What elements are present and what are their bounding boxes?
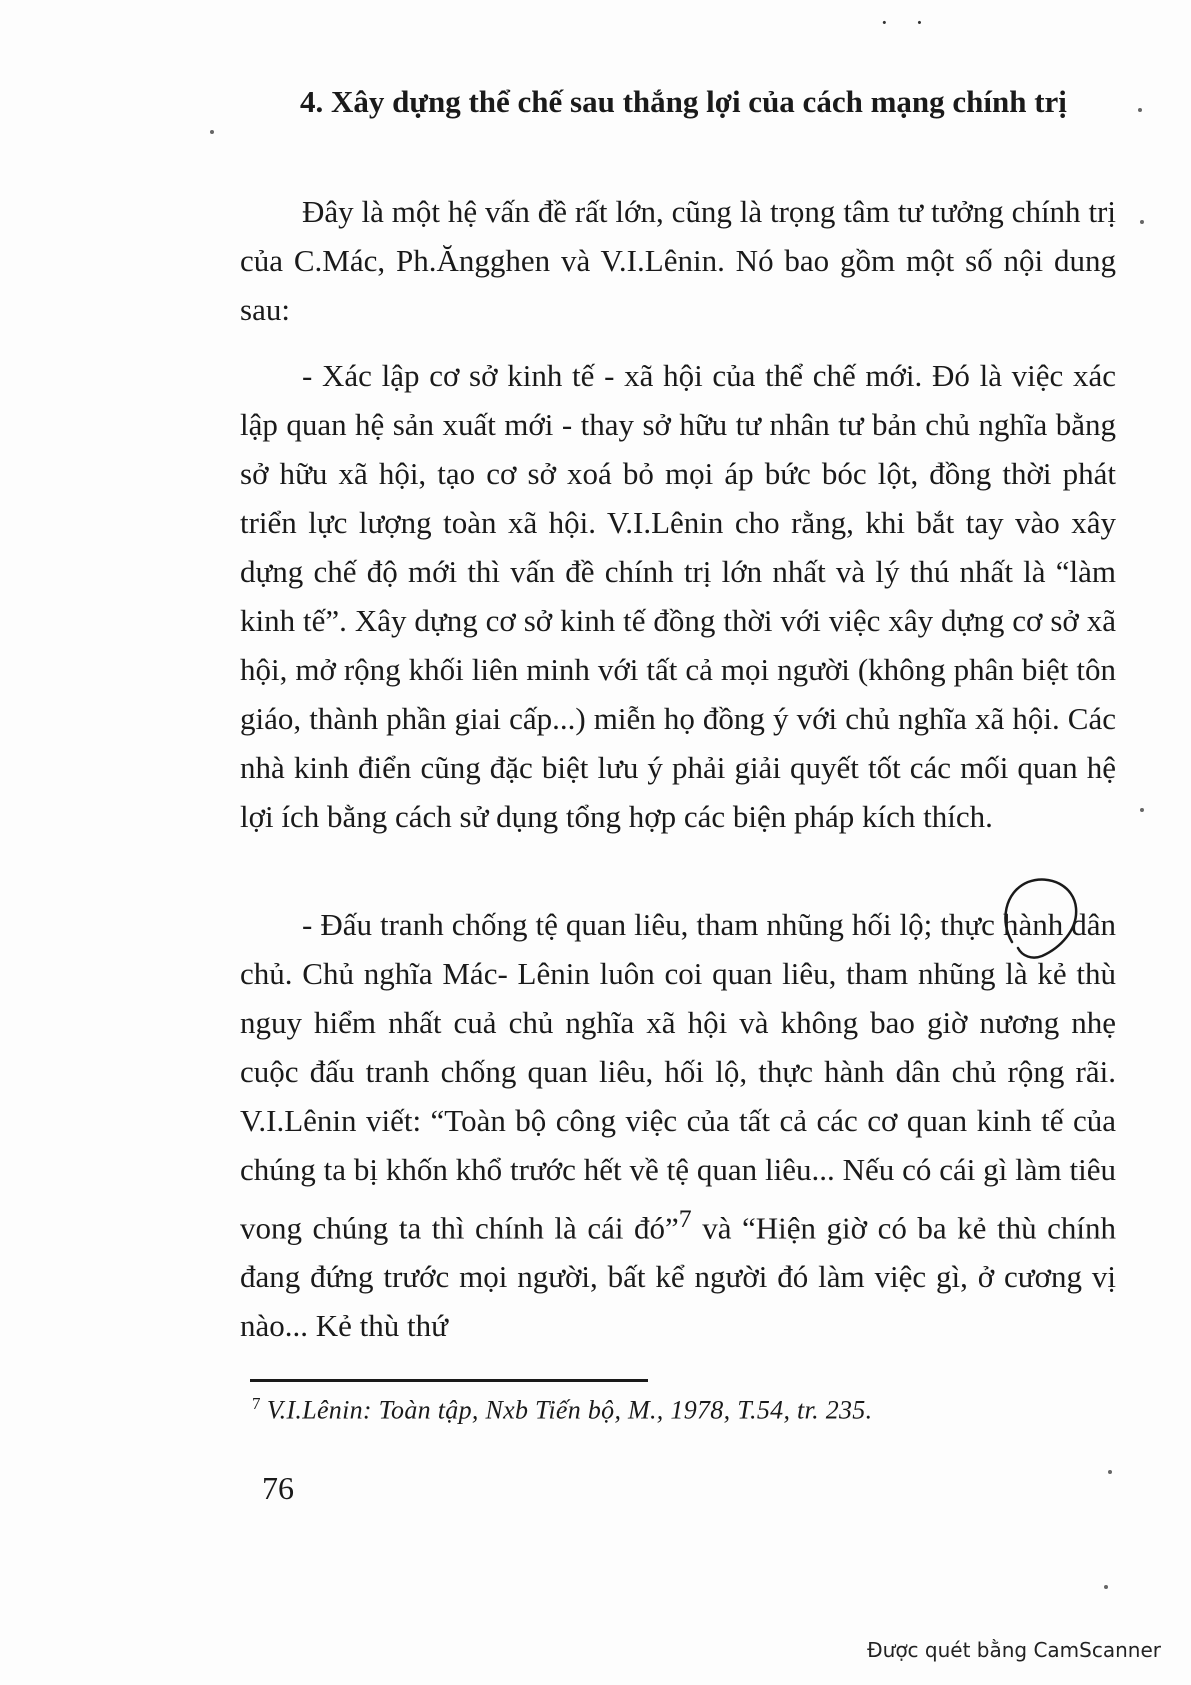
footnote	[252, 1394, 872, 1426]
scan-speck	[1104, 1585, 1108, 1589]
page-number: 76	[262, 1470, 294, 1506]
footnote-number: 7	[252, 1394, 261, 1413]
camscanner-watermark: Được quét bằng CamScanner	[867, 1638, 1161, 1662]
footnote-reference: 7	[678, 1204, 692, 1233]
section-number: 4.	[300, 84, 324, 119]
footnote-text: V.I.Lênin: Toàn tập, Nxb Tiến bộ, M., 1978, T.54, tr. 235.	[266, 1395, 873, 1425]
paragraph-intro: Đây là một hệ vấn đề rất lớn, cũng là trọng tâm tư tưởng chính trị của C.Mác, Ph.Ăngghen và V.I.Lênin. Nó bao gồm một số nội dung sau:	[240, 194, 1116, 327]
section-heading	[238, 76, 1104, 128]
section-title: Xây dựng thể chế sau thắng lợi của cách mạng chính trị	[331, 84, 1067, 119]
scan-speck	[1108, 1470, 1112, 1474]
paragraph-text-after-note: và “Hiện giờ có ba kẻ thù chính đang đứng trước mọi người, bất kể người đó làm việc gì, ở cương vị nào... Kẻ thù thứ	[240, 1210, 1117, 1344]
scan-speck	[210, 130, 214, 134]
scan-speck	[1140, 808, 1144, 812]
paragraph-text-before-note: - Đấu tranh chống tệ quan liêu, tham nhũng hối lộ; thực hành dân chủ. Chủ nghĩa Mác- Lênin luôn coi quan liêu, tham nhũng là kẻ thù nguy hiểm nhất cuả chủ nghĩa xã hội và không bao giờ nương nhẹ cuộc đấu tranh chống quan liêu, hối lộ, thực hành dân chủ rộng rãi. V.I.Lênin viết: “Toàn bộ công việc của tất cả các cơ quan kinh tế của chúng ta bị khốn khổ trước hết về tệ quan liêu... Nếu có cái gì làm tiêu vong chúng ta thì chính là cái đó”	[240, 907, 1116, 1246]
paragraph-anti-bureaucracy	[240, 900, 1116, 1350]
paragraph-economic-base: - Xác lập cơ sở kinh tế - xã hội của thể chế mới. Đó là việc xác lập quan hệ sản xuất mới - thay sở hữu tư nhân tư bản chủ nghĩa bằng sở hữu xã hội, tạo cơ sở xoá bỏ mọi áp bức bóc lột, đồng thời phát triển lực lượng toàn xã hội. V.I.Lênin cho rằng, khi bắt tay vào xây dựng chế độ mới thì vấn đề chính trị lớn nhất và lý thú nhất là “làm kinh tế”. Xây dựng cơ sở kinh tế đồng thời với việc xây dựng cơ sở xã hội, mở rộng khối liên minh với tất cả mọi người (không phân biệt tôn giáo, thành phần giai cấp...) miễn họ đồng ý với chủ nghĩa xã hội. Các nhà kinh điển cũng đặc biệt lưu ý phải giải quyết tốt các mối quan hệ lợi ích bằng cách sử dụng tổng hợp các biện pháp kích thích.	[240, 358, 1116, 834]
footnote-divider	[250, 1379, 648, 1382]
top-marks: · ·	[880, 8, 934, 37]
scan-speck	[1138, 108, 1142, 112]
scan-speck	[1140, 220, 1144, 224]
